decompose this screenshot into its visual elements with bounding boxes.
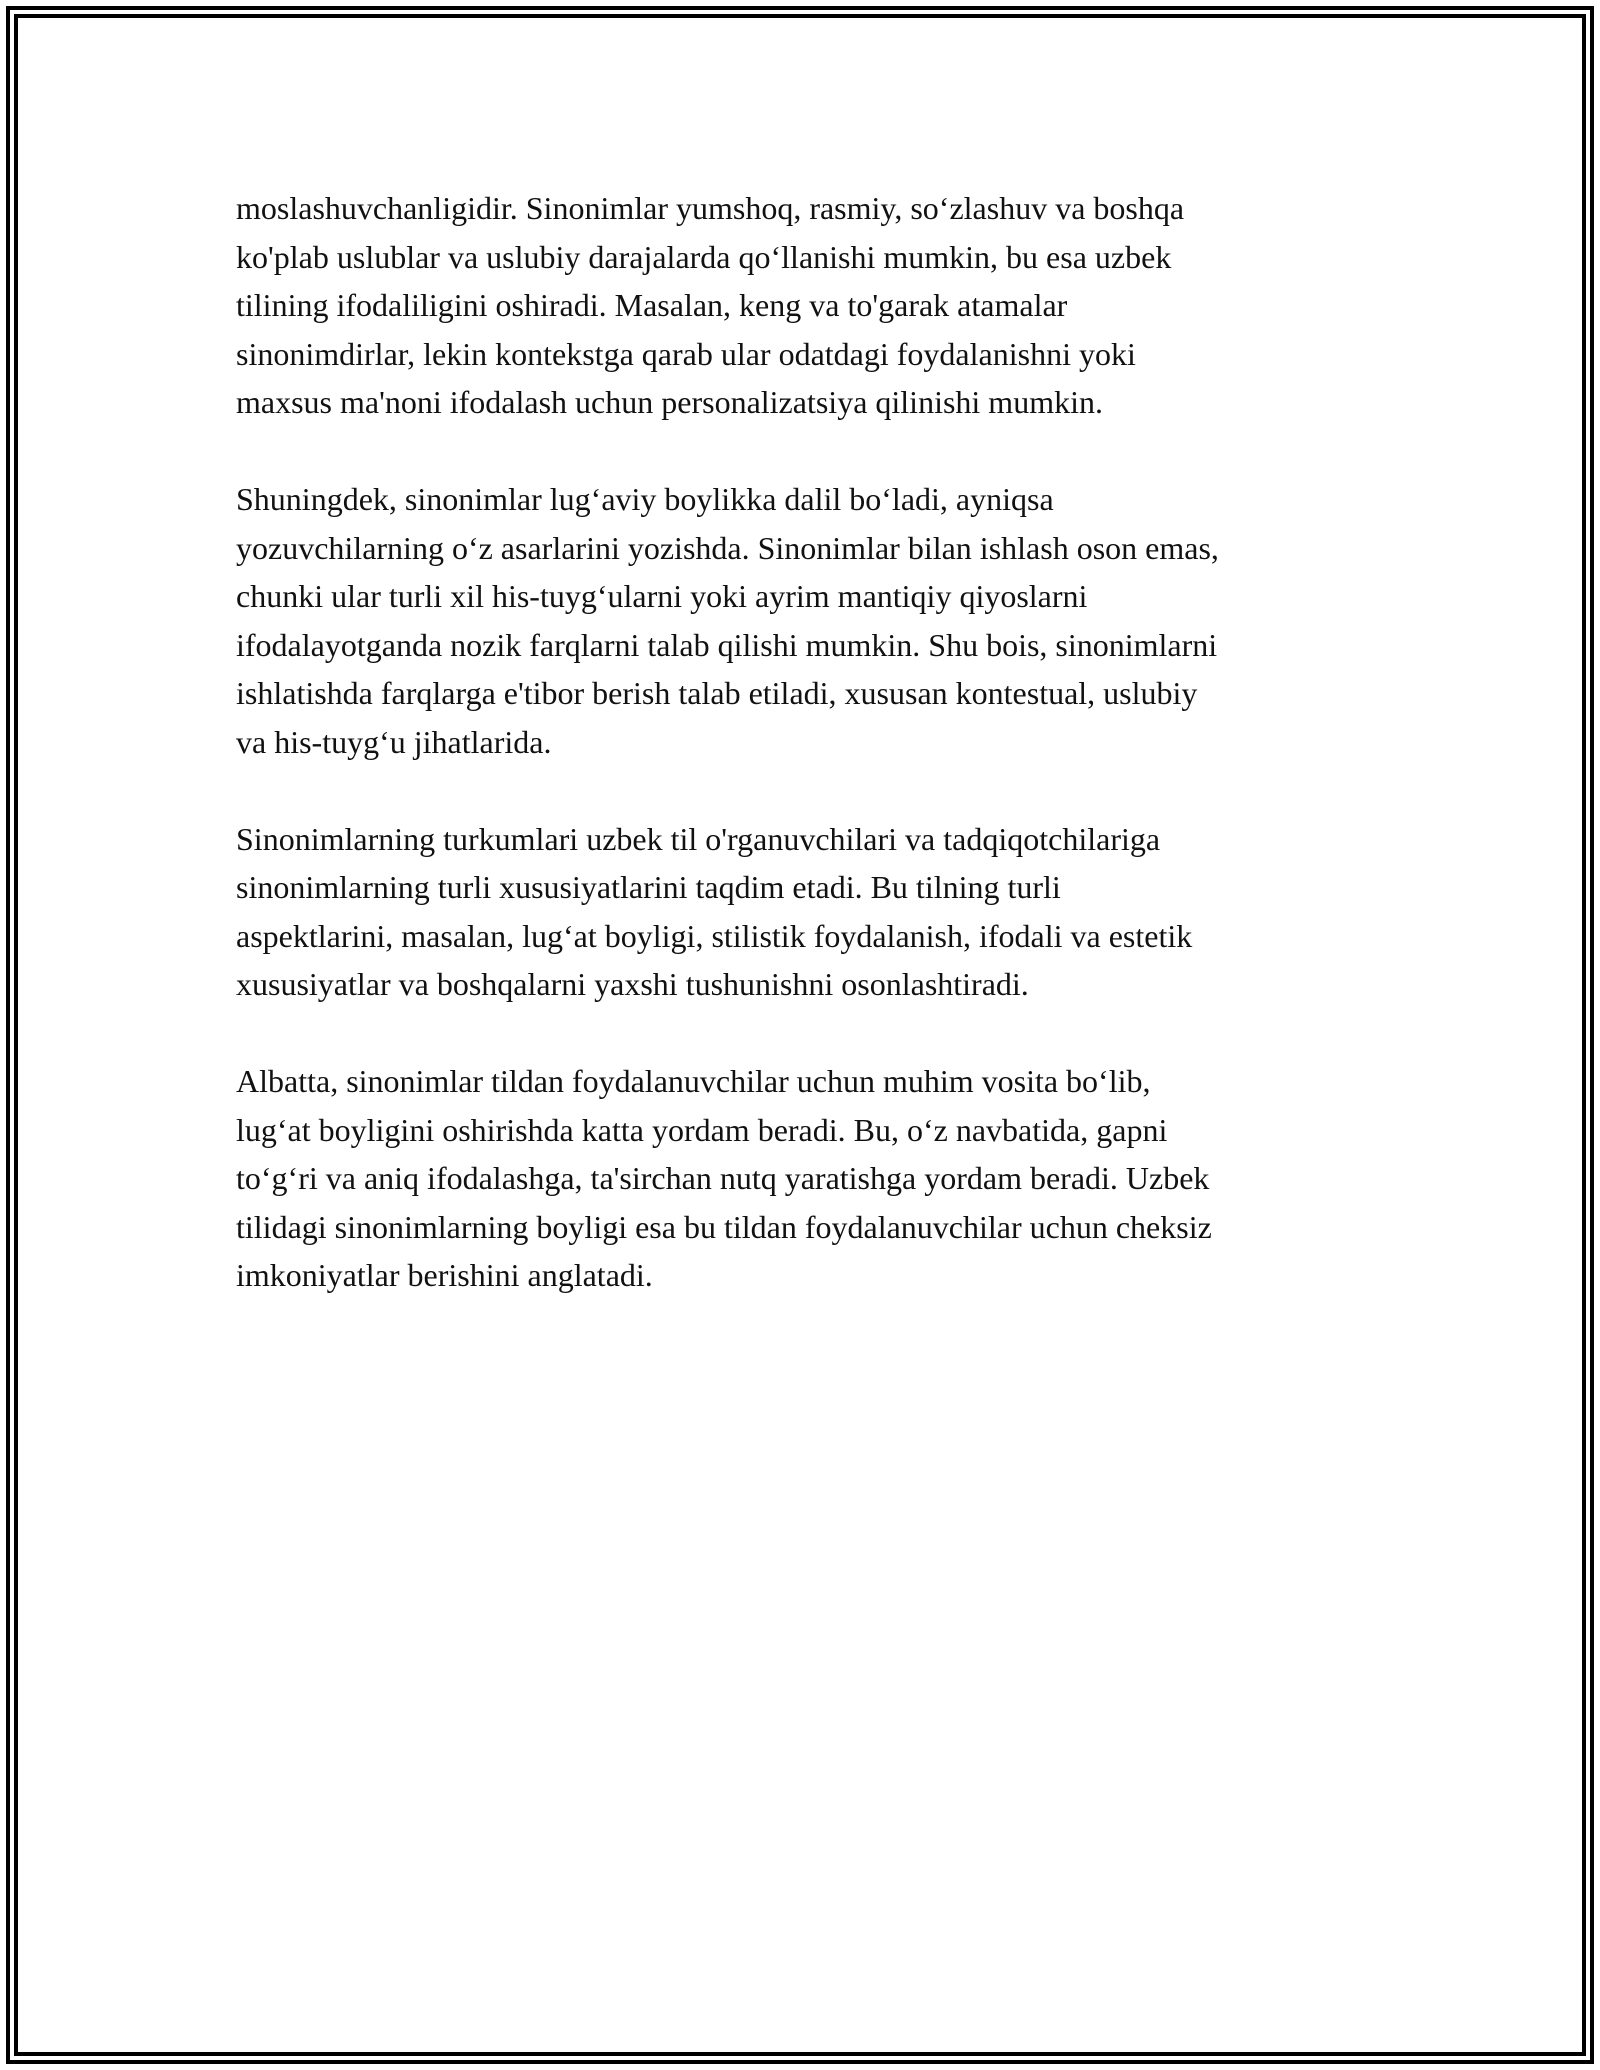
text-line: ifodalayotganda nozik farqlarni talab qilishi mumkin. Shu bois, sinonimlarni xyxy=(236,626,1218,663)
text-line: sinonimlarning turli xususiyatlarini taqdim etadi. Bu tilning turli xyxy=(236,869,1061,905)
text-line: ishlatishda farqlarga e'tibor berish talab etiladi, xususan kontestual, uslubiy xyxy=(236,675,1198,711)
paragraph-3 xyxy=(236,815,1396,1009)
text-line: imkoniyatlar berishini anglatadi. xyxy=(236,1257,653,1293)
text-line: moslashuvchanligidir. Sinonimlar yumshoq, rasmiy, so‘zlashuv va boshqa xyxy=(236,190,1185,226)
text-line: chunki ular turli xil his-tuyg‘ularni yoki ayrim mantiqiy qiyoslarni xyxy=(236,578,1088,614)
text-line: Sinonimlarning turkumlari uzbek til o'rganuvchilari va tadqiqotchilariga xyxy=(236,820,1161,857)
text-line: yozuvchilarning o‘z asarlarini yozishda. Sinonimlar bilan ishlash oson emas, xyxy=(236,529,1219,566)
text-line: tilidagi sinonimlarning boyligi esa bu tildan foydalanuvchilar uchun cheksiz xyxy=(236,1208,1212,1245)
paragraph-4 xyxy=(236,1057,1396,1300)
paragraph-1 xyxy=(236,184,1396,427)
text-line: Albatta, sinonimlar tildan foydalanuvchilar uchun muhim vosita bo‘lib, xyxy=(236,1063,1151,1099)
text-line: va his-tuyg‘u jihatlarida. xyxy=(236,723,552,760)
text-line: tilining ifodaliligini oshiradi. Masalan, keng va to'garak atamalar xyxy=(236,287,1068,323)
text-line: Shuningdek, sinonimlar lug‘aviy boylikka dalil bo‘ladi, ayniqsa xyxy=(236,481,1054,517)
text-line: maxsus ma'noni ifodalash uchun personalizatsiya qilinishi mumkin. xyxy=(236,384,1103,420)
text-line: ko'plab uslublar va uslubiy darajalarda qo‘llanishi mumkin, bu esa uzbek xyxy=(236,238,1172,275)
text-line: to‘g‘ri va aniq ifodalashga, ta'sirchan nutq yaratishga yordam beradi. Uzbek xyxy=(236,1160,1210,1196)
document-body xyxy=(236,184,1396,1348)
text-line: xususiyatlar va boshqalarni yaxshi tushunishni osonlashtiradi. xyxy=(236,966,1029,1002)
paragraph-2 xyxy=(236,475,1396,766)
text-line: lug‘at boyligini oshirishda katta yordam beradi. Bu, o‘z navbatida, gapni xyxy=(236,1111,1168,1148)
text-line: aspektlarini, masalan, lug‘at boyligi, stilistik foydalanish, ifodali va estetik xyxy=(236,917,1193,954)
text-line: sinonimdirlar, lekin kontekstga qarab ular odatdagi foydalanishni yoki xyxy=(236,335,1136,372)
